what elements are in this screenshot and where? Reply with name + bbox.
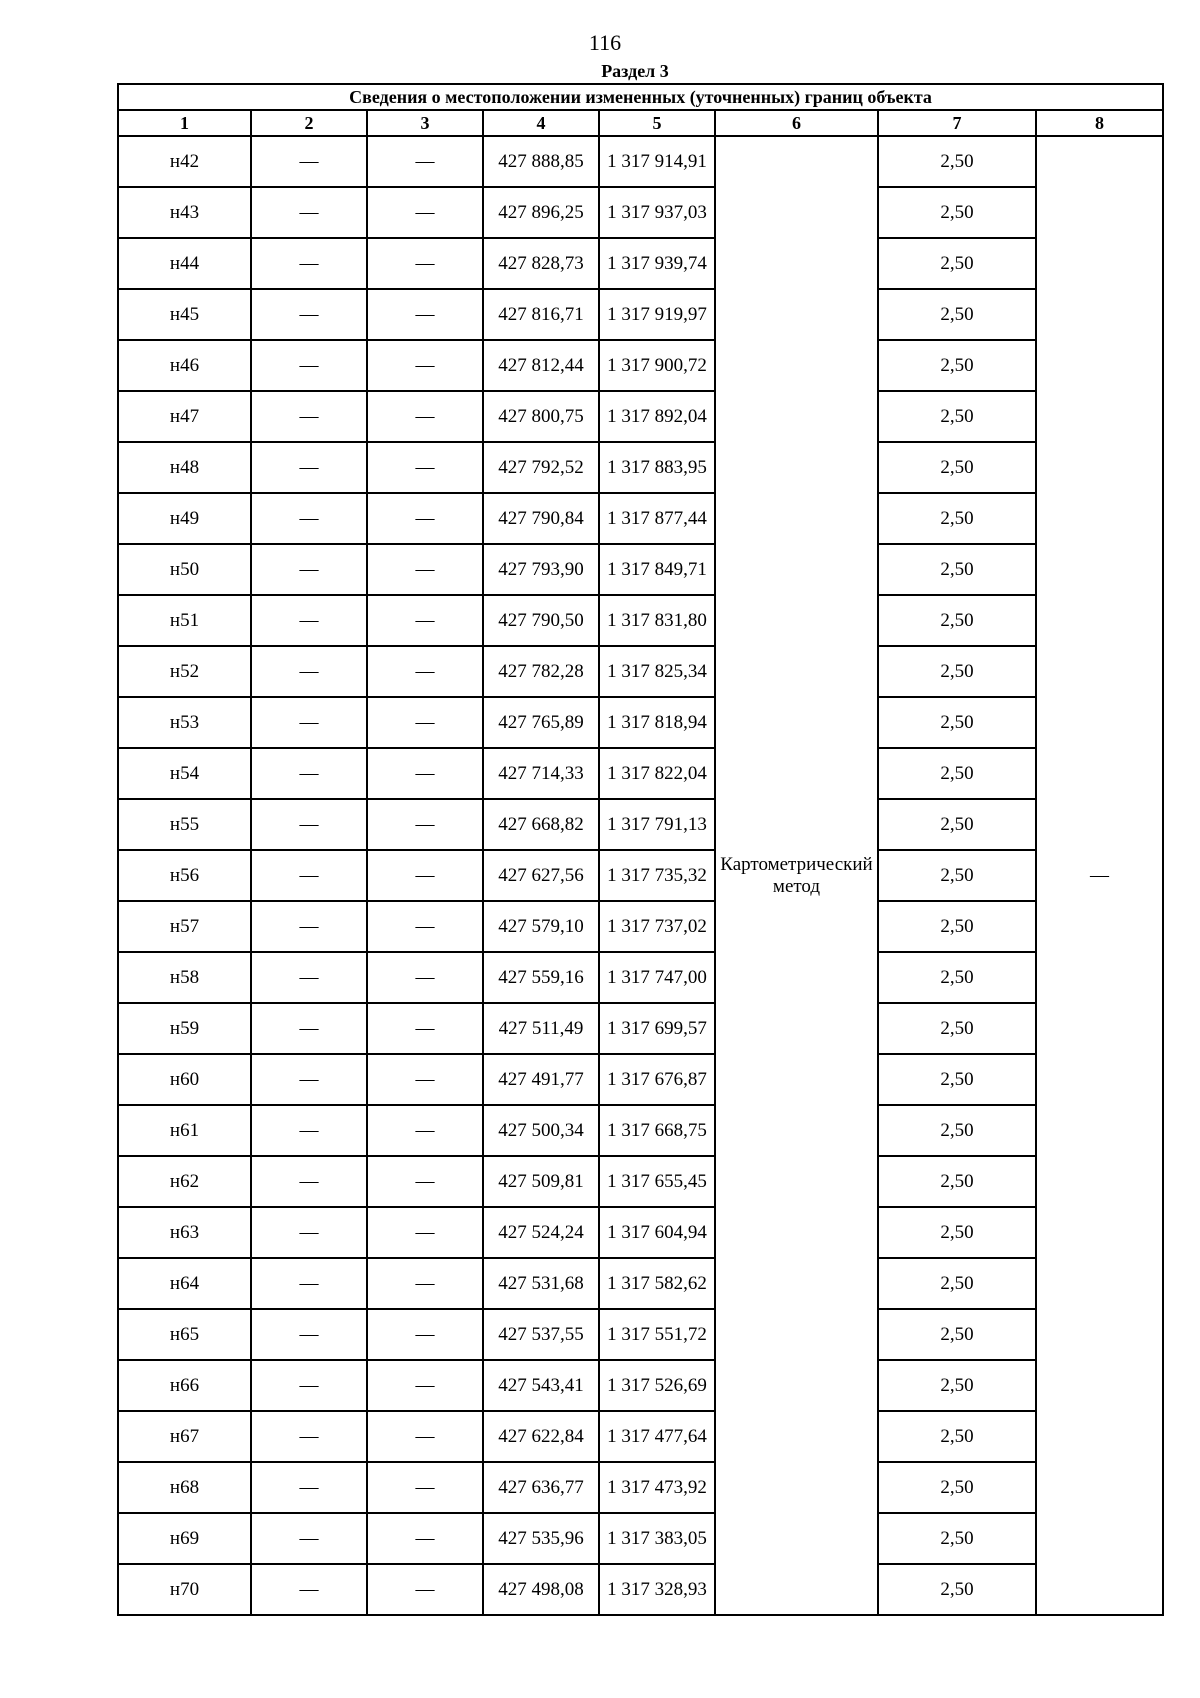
point-cell: н46: [118, 340, 251, 391]
x-coordinate-cell: 427 559,16: [483, 952, 599, 1003]
table-row: [118, 850, 1163, 901]
table-row: [118, 340, 1163, 391]
point-cell: н42: [118, 136, 251, 187]
x-coordinate-cell: 427 765,89: [483, 697, 599, 748]
col3-cell: —: [367, 442, 483, 493]
table-row: [118, 289, 1163, 340]
y-coordinate-cell: 1 317 604,94: [599, 1207, 715, 1258]
y-coordinate-cell: 1 317 914,91: [599, 136, 715, 187]
accuracy-cell: 2,50: [878, 340, 1036, 391]
x-coordinate-cell: 427 828,73: [483, 238, 599, 289]
table-row: [118, 1564, 1163, 1615]
table-row: [118, 391, 1163, 442]
table-row: [118, 238, 1163, 289]
col2-cell: —: [251, 1309, 367, 1360]
col3-cell: —: [367, 1309, 483, 1360]
accuracy-cell: 2,50: [878, 1156, 1036, 1207]
col2-cell: —: [251, 1054, 367, 1105]
point-cell: н61: [118, 1105, 251, 1156]
col2-cell: —: [251, 595, 367, 646]
y-coordinate-cell: 1 317 883,95: [599, 442, 715, 493]
table-row: [118, 697, 1163, 748]
accuracy-cell: 2,50: [878, 289, 1036, 340]
x-coordinate-cell: 427 800,75: [483, 391, 599, 442]
col3-cell: —: [367, 850, 483, 901]
x-coordinate-cell: 427 622,84: [483, 1411, 599, 1462]
x-coordinate-cell: 427 816,71: [483, 289, 599, 340]
accuracy-cell: 2,50: [878, 799, 1036, 850]
y-coordinate-cell: 1 317 582,62: [599, 1258, 715, 1309]
column-number-3: 3: [367, 110, 483, 136]
x-coordinate-cell: 427 714,33: [483, 748, 599, 799]
point-cell: н66: [118, 1360, 251, 1411]
accuracy-cell: 2,50: [878, 1462, 1036, 1513]
accuracy-cell: 2,50: [878, 391, 1036, 442]
col3-cell: —: [367, 391, 483, 442]
col2-cell: —: [251, 646, 367, 697]
table-row: [118, 493, 1163, 544]
y-coordinate-cell: 1 317 551,72: [599, 1309, 715, 1360]
col3-cell: —: [367, 1003, 483, 1054]
col3-cell: —: [367, 901, 483, 952]
accuracy-cell: 2,50: [878, 1309, 1036, 1360]
col3-cell: —: [367, 697, 483, 748]
col3-cell: —: [367, 1054, 483, 1105]
col2-cell: —: [251, 1258, 367, 1309]
table-row: [118, 442, 1163, 493]
y-coordinate-cell: 1 317 849,71: [599, 544, 715, 595]
x-coordinate-cell: 427 491,77: [483, 1054, 599, 1105]
accuracy-cell: 2,50: [878, 1360, 1036, 1411]
accuracy-cell: 2,50: [878, 697, 1036, 748]
table-row: [118, 799, 1163, 850]
point-cell: н60: [118, 1054, 251, 1105]
y-coordinate-cell: 1 317 699,57: [599, 1003, 715, 1054]
point-cell: н59: [118, 1003, 251, 1054]
y-coordinate-cell: 1 317 877,44: [599, 493, 715, 544]
y-coordinate-cell: 1 317 937,03: [599, 187, 715, 238]
point-cell: н56: [118, 850, 251, 901]
boundary-table: [117, 83, 1164, 1616]
accuracy-cell: 2,50: [878, 1411, 1036, 1462]
accuracy-cell: 2,50: [878, 901, 1036, 952]
col3-cell: —: [367, 187, 483, 238]
table-row: [118, 1054, 1163, 1105]
x-coordinate-cell: 427 543,41: [483, 1360, 599, 1411]
col3-cell: —: [367, 1156, 483, 1207]
table-row: [118, 901, 1163, 952]
y-coordinate-cell: 1 317 473,92: [599, 1462, 715, 1513]
point-cell: н54: [118, 748, 251, 799]
accuracy-cell: 2,50: [878, 1513, 1036, 1564]
y-coordinate-cell: 1 317 919,97: [599, 289, 715, 340]
column-number-8: 8: [1036, 110, 1163, 136]
col2-cell: —: [251, 442, 367, 493]
point-cell: н70: [118, 1564, 251, 1615]
col3-cell: —: [367, 799, 483, 850]
table-row: [118, 1462, 1163, 1513]
col3-cell: —: [367, 646, 483, 697]
col2-cell: —: [251, 1513, 367, 1564]
point-cell: н45: [118, 289, 251, 340]
point-cell: н58: [118, 952, 251, 1003]
col2-cell: —: [251, 391, 367, 442]
table-row: [118, 1513, 1163, 1564]
y-coordinate-cell: 1 317 831,80: [599, 595, 715, 646]
accuracy-cell: 2,50: [878, 646, 1036, 697]
table-row: [118, 646, 1163, 697]
col2-cell: —: [251, 748, 367, 799]
x-coordinate-cell: 427 812,44: [483, 340, 599, 391]
accuracy-cell: 2,50: [878, 493, 1036, 544]
y-coordinate-cell: 1 317 668,75: [599, 1105, 715, 1156]
x-coordinate-cell: 427 579,10: [483, 901, 599, 952]
table-row: [118, 1411, 1163, 1462]
x-coordinate-cell: 427 782,28: [483, 646, 599, 697]
col3-cell: —: [367, 544, 483, 595]
y-coordinate-cell: 1 317 939,74: [599, 238, 715, 289]
table-row: [118, 1207, 1163, 1258]
table-row: [118, 1156, 1163, 1207]
accuracy-cell: 2,50: [878, 748, 1036, 799]
y-coordinate-cell: 1 317 822,04: [599, 748, 715, 799]
accuracy-cell: 2,50: [878, 850, 1036, 901]
point-cell: н52: [118, 646, 251, 697]
point-cell: н57: [118, 901, 251, 952]
point-cell: н55: [118, 799, 251, 850]
y-coordinate-cell: 1 317 791,13: [599, 799, 715, 850]
col3-cell: —: [367, 493, 483, 544]
table-row: [118, 1360, 1163, 1411]
accuracy-cell: 2,50: [878, 1054, 1036, 1105]
col3-cell: —: [367, 1105, 483, 1156]
accuracy-cell: 2,50: [878, 1207, 1036, 1258]
point-cell: н64: [118, 1258, 251, 1309]
page-number: 116: [588, 30, 622, 55]
point-cell: н48: [118, 442, 251, 493]
column-number-7: 7: [878, 110, 1036, 136]
column-number-5: 5: [599, 110, 715, 136]
col2-cell: —: [251, 697, 367, 748]
col3-cell: —: [367, 748, 483, 799]
point-cell: н65: [118, 1309, 251, 1360]
point-cell: н62: [118, 1156, 251, 1207]
x-coordinate-cell: 427 509,81: [483, 1156, 599, 1207]
x-coordinate-cell: 427 537,55: [483, 1309, 599, 1360]
col3-cell: —: [367, 340, 483, 391]
y-coordinate-cell: 1 317 892,04: [599, 391, 715, 442]
x-coordinate-cell: 427 535,96: [483, 1513, 599, 1564]
col2-cell: —: [251, 850, 367, 901]
y-coordinate-cell: 1 317 526,69: [599, 1360, 715, 1411]
method-cell: Картометрический метод: [715, 136, 878, 1615]
y-coordinate-cell: 1 317 328,93: [599, 1564, 715, 1615]
table-row: [118, 187, 1163, 238]
accuracy-cell: 2,50: [878, 952, 1036, 1003]
table-row: [118, 1003, 1163, 1054]
y-coordinate-cell: 1 317 735,32: [599, 850, 715, 901]
accuracy-cell: 2,50: [878, 1258, 1036, 1309]
point-cell: н63: [118, 1207, 251, 1258]
point-cell: н69: [118, 1513, 251, 1564]
column-number-6: 6: [715, 110, 878, 136]
col3-cell: —: [367, 1411, 483, 1462]
col2-cell: —: [251, 493, 367, 544]
point-cell: н47: [118, 391, 251, 442]
col3-cell: —: [367, 1258, 483, 1309]
accuracy-cell: 2,50: [878, 238, 1036, 289]
col2-cell: —: [251, 1411, 367, 1462]
column-number-4: 4: [483, 110, 599, 136]
accuracy-cell: 2,50: [878, 136, 1036, 187]
table-row: [118, 544, 1163, 595]
y-coordinate-cell: 1 317 900,72: [599, 340, 715, 391]
col2-cell: —: [251, 799, 367, 850]
point-cell: н49: [118, 493, 251, 544]
column-number-2: 2: [251, 110, 367, 136]
x-coordinate-cell: 427 888,85: [483, 136, 599, 187]
x-coordinate-cell: 427 792,52: [483, 442, 599, 493]
accuracy-cell: 2,50: [878, 187, 1036, 238]
col3-cell: —: [367, 1462, 483, 1513]
accuracy-cell: 2,50: [878, 1003, 1036, 1054]
col2-cell: —: [251, 187, 367, 238]
col3-cell: —: [367, 238, 483, 289]
y-coordinate-cell: 1 317 655,45: [599, 1156, 715, 1207]
x-coordinate-cell: 427 896,25: [483, 187, 599, 238]
col3-cell: —: [367, 952, 483, 1003]
point-cell: н51: [118, 595, 251, 646]
col2-cell: —: [251, 1207, 367, 1258]
x-coordinate-cell: 427 790,84: [483, 493, 599, 544]
col3-cell: —: [367, 595, 483, 646]
table-caption: Сведения о местоположении измененных (уточненных) границ объекта: [118, 84, 1163, 110]
column-number-1: 1: [118, 110, 251, 136]
x-coordinate-cell: 427 627,56: [483, 850, 599, 901]
table-row: [118, 1258, 1163, 1309]
section-title: Раздел 3: [601, 61, 669, 81]
table-row: [118, 595, 1163, 646]
table-caption-row: [118, 84, 1163, 110]
point-cell: н50: [118, 544, 251, 595]
col2-cell: —: [251, 1156, 367, 1207]
x-coordinate-cell: 427 531,68: [483, 1258, 599, 1309]
x-coordinate-cell: 427 511,49: [483, 1003, 599, 1054]
x-coordinate-cell: 427 793,90: [483, 544, 599, 595]
table-row: [118, 952, 1163, 1003]
point-cell: н53: [118, 697, 251, 748]
col2-cell: —: [251, 1564, 367, 1615]
x-coordinate-cell: 427 668,82: [483, 799, 599, 850]
col3-cell: —: [367, 1564, 483, 1615]
col3-cell: —: [367, 1360, 483, 1411]
point-cell: н68: [118, 1462, 251, 1513]
x-coordinate-cell: 427 500,34: [483, 1105, 599, 1156]
col2-cell: —: [251, 136, 367, 187]
col2-cell: —: [251, 238, 367, 289]
accuracy-cell: 2,50: [878, 1105, 1036, 1156]
col3-cell: —: [367, 1513, 483, 1564]
col2-cell: —: [251, 901, 367, 952]
point-cell: н44: [118, 238, 251, 289]
col2-cell: —: [251, 1003, 367, 1054]
table-row: [118, 748, 1163, 799]
y-coordinate-cell: 1 317 737,02: [599, 901, 715, 952]
table-row: [118, 1309, 1163, 1360]
y-coordinate-cell: 1 317 818,94: [599, 697, 715, 748]
column-number-row: [118, 110, 1163, 136]
col8-cell: —: [1036, 136, 1163, 1615]
x-coordinate-cell: 427 636,77: [483, 1462, 599, 1513]
y-coordinate-cell: 1 317 383,05: [599, 1513, 715, 1564]
point-cell: н43: [118, 187, 251, 238]
col3-cell: —: [367, 1207, 483, 1258]
x-coordinate-cell: 427 790,50: [483, 595, 599, 646]
y-coordinate-cell: 1 317 477,64: [599, 1411, 715, 1462]
col2-cell: —: [251, 544, 367, 595]
col2-cell: —: [251, 340, 367, 391]
y-coordinate-cell: 1 317 747,00: [599, 952, 715, 1003]
accuracy-cell: 2,50: [878, 544, 1036, 595]
col2-cell: —: [251, 289, 367, 340]
x-coordinate-cell: 427 524,24: [483, 1207, 599, 1258]
x-coordinate-cell: 427 498,08: [483, 1564, 599, 1615]
table-row: [118, 1105, 1163, 1156]
table-row: [118, 136, 1163, 187]
accuracy-cell: 2,50: [878, 1564, 1036, 1615]
col2-cell: —: [251, 952, 367, 1003]
col3-cell: —: [367, 289, 483, 340]
col2-cell: —: [251, 1105, 367, 1156]
y-coordinate-cell: 1 317 676,87: [599, 1054, 715, 1105]
col3-cell: —: [367, 136, 483, 187]
col2-cell: —: [251, 1360, 367, 1411]
point-cell: н67: [118, 1411, 251, 1462]
y-coordinate-cell: 1 317 825,34: [599, 646, 715, 697]
accuracy-cell: 2,50: [878, 595, 1036, 646]
col2-cell: —: [251, 1462, 367, 1513]
accuracy-cell: 2,50: [878, 442, 1036, 493]
